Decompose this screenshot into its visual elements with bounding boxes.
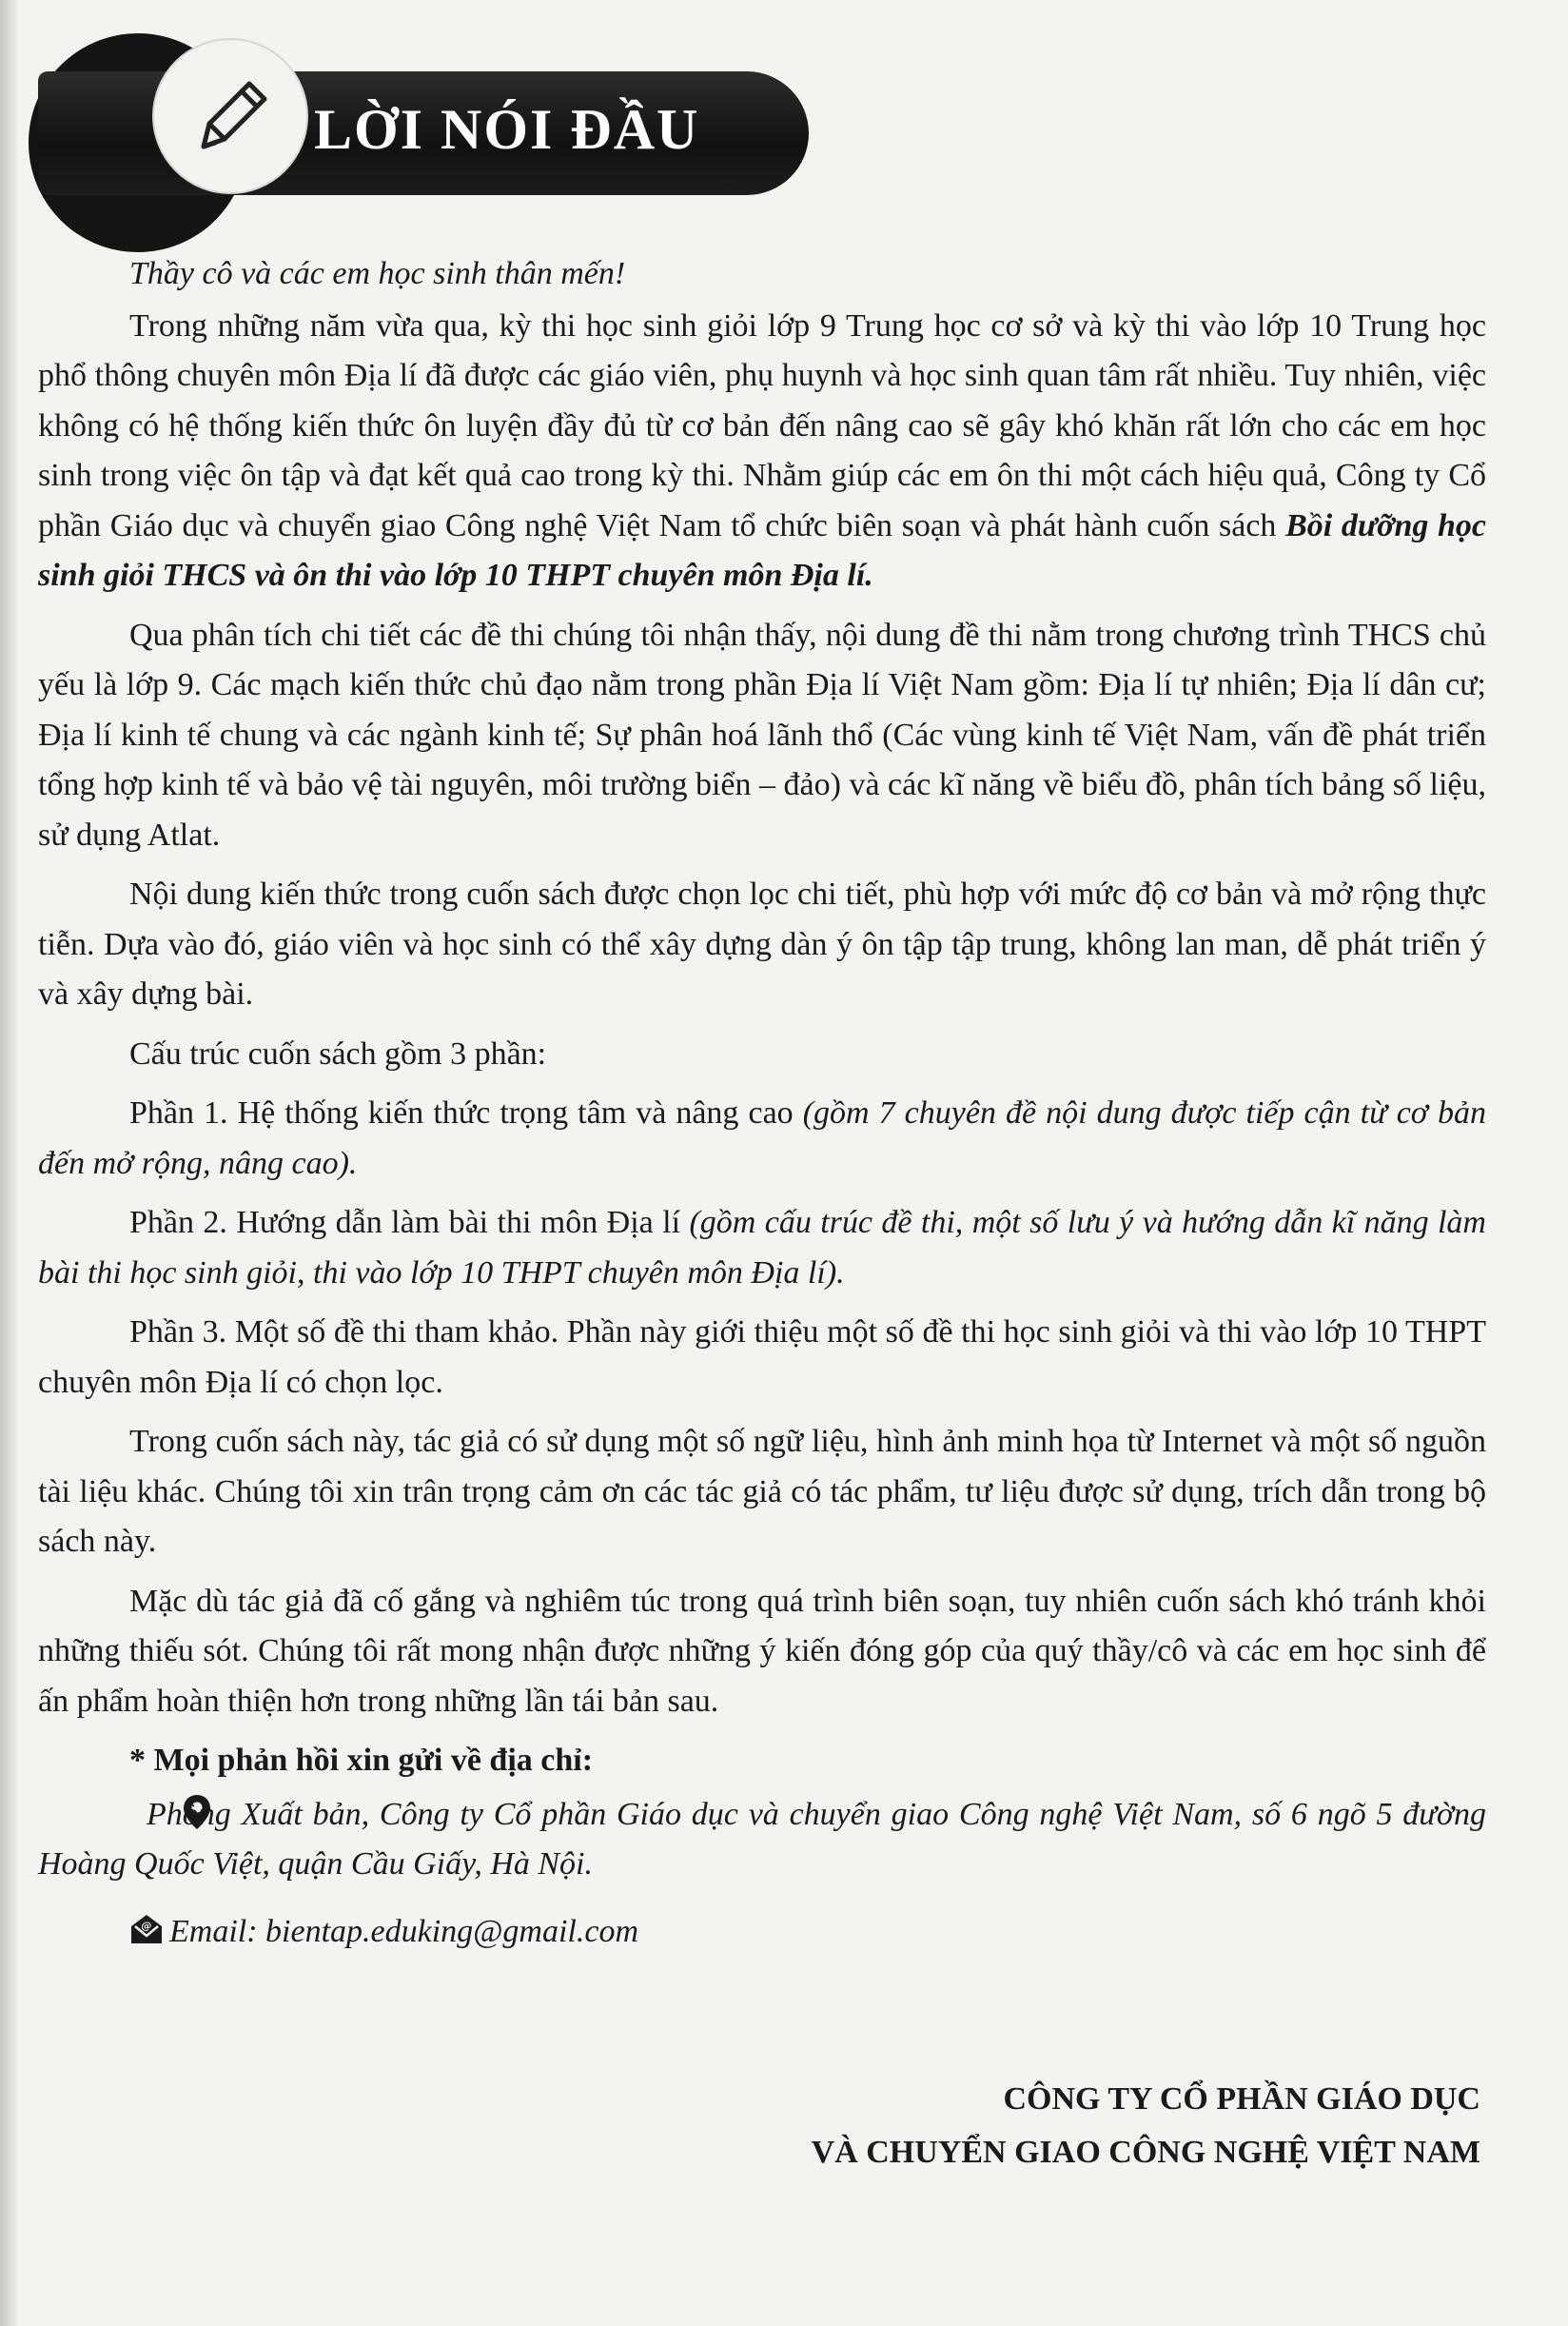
contact-email	[38, 1907, 1486, 1958]
part-2-note: (gồm cấu trúc đề thi, một số lưu ý và hướng dẫn kĩ năng làm bài thi học sinh giỏi, thi vào lớp 10 THPT chuyên môn Địa lí).	[38, 1205, 1486, 1291]
paragraph-content: Nội dung kiến thức trong cuốn sách được chọn lọc chi tiết, phù hợp với mức độ cơ bản và mở rộng thực tiễn. Dựa vào đó, giáo viên và học sinh có thể xây dựng dàn ý ôn tập tập trung, không lan man, dễ phát triển ý và xây dựng bài.	[38, 877, 1486, 1012]
page-title: LỜI NÓI ĐẦU	[314, 98, 700, 161]
paragraph-intro	[38, 302, 1486, 601]
svg-text:@: @	[141, 1919, 152, 1932]
paragraph-structure: Cấu trúc cuốn sách gồm 3 phần:	[129, 1035, 547, 1072]
header	[0, 0, 837, 286]
email-text: Email: bientap.eduking@gmail.com	[169, 1913, 639, 1949]
part-3: Phần 3. Một số đề thi tham khảo. Phần này giới thiệu một số đề thi học sinh giỏi và thi vào lớp 10 THPT chuyên môn Địa lí có chọn lọc.	[38, 1314, 1486, 1400]
pencil-icon	[152, 38, 308, 194]
part-1-note: (gồm 7 chuyên đề nội dung được tiếp cận từ cơ bản đến mở rộng, nâng cao).	[38, 1095, 1486, 1181]
contact-address	[38, 1790, 1486, 1890]
paragraph-analysis: Qua phân tích chi tiết các đề thi chúng tôi nhận thấy, nội dung đề thi nằm trong chương trình THCS chủ yếu là lớp 9. Các mạch kiến thức chủ đạo nằm trong phần Địa lí Việt Nam gồm: Địa lí tự nhiên; Địa lí dân cư; Địa lí kinh tế chung và các ngành kinh tế; Sự phân hoá lãnh thổ (Các vùng kinh tế Việt Nam, vấn đề phát triển tổng hợp kinh tế và bảo vệ tài nguyên, môi trường biển – đảo) và các kĩ năng về biểu đồ, phân tích bảng số liệu, sử dụng Atlat.	[38, 617, 1486, 853]
envelope-icon	[129, 1911, 164, 1943]
publisher-signature	[812, 2073, 1480, 2179]
preface-body	[38, 249, 1486, 1957]
location-pin-icon	[110, 1794, 139, 1830]
book-title: Bồi dưỡng học sinh giỏi THCS và ôn thi vào lớp 10 THPT chuyên môn Địa lí.	[38, 507, 1486, 593]
part-1	[38, 1089, 1486, 1189]
part-1-title: Phần 1. Hệ thống kiến thức trọng tâm và nâng cao	[129, 1095, 803, 1131]
publisher-line-1: CÔNG TY CỔ PHẦN GIÁO DỤC	[1003, 2081, 1480, 2117]
paragraph-acknowledgement: Trong cuốn sách này, tác giả có sử dụng một số ngữ liệu, hình ảnh minh họa từ Internet và một số nguồn tài liệu khác. Chúng tôi xin trân trọng cảm ơn các tác giả có tác phẩm, tư liệu được sử dụng, trích dẫn trong bộ sách này.	[38, 1424, 1486, 1559]
greeting: Thầy cô và các em học sinh thân mến!	[129, 256, 626, 291]
intro-text: Trong những năm vừa qua, kỳ thi học sinh giỏi lớp 9 Trung học cơ sở và kỳ thi vào lớp 10 Trung học phổ thông chuyên môn Địa lí đã được các giáo viên, phụ huynh và học sinh quan tâm rất nhiều. Tuy nhiên, việc không có hệ thống kiến thức ôn luyện đầy đủ từ cơ bản đến nâng cao sẽ gây khó khăn rất lớn cho các em học sinh trong việc ôn tập và đạt kết quả cao trong kỳ thi. Nhằm giúp các em ôn thi một cách hiệu quả, Công ty Cổ phần Giáo dục và chuyển giao Công nghệ Việt Nam tổ chức biên soạn và phát hành cuốn sách	[38, 307, 1486, 543]
publisher-line-2: VÀ CHUYỂN GIAO CÔNG NGHỆ VIỆT NAM	[811, 2135, 1480, 2170]
part-2-title: Phần 2. Hướng dẫn làm bài thi môn Địa lí	[129, 1205, 690, 1240]
part-2	[38, 1198, 1486, 1298]
contact-heading: * Mọi phản hồi xin gửi về địa chỉ:	[129, 1743, 594, 1778]
address-text: Phòng Xuất bản, Công ty Cổ phần Giáo dục và chuyển giao Công nghệ Việt Nam, số 6 ngõ 5 đường Hoàng Quốc Việt, quận Cầu Giấy, Hà Nội.	[38, 1796, 1486, 1882]
page-edge	[0, 0, 17, 2326]
paragraph-closing: Mặc dù tác giả đã cố gắng và nghiêm túc trong quá trình biên soạn, tuy nhiên cuốn sách khó tránh khỏi những thiếu sót. Chúng tôi rất mong nhận được những ý kiến đóng góp của quý thầy/cô và các em học sinh để ấn phẩm hoàn thiện hơn trong những lần tái bản sau.	[38, 1583, 1486, 1719]
